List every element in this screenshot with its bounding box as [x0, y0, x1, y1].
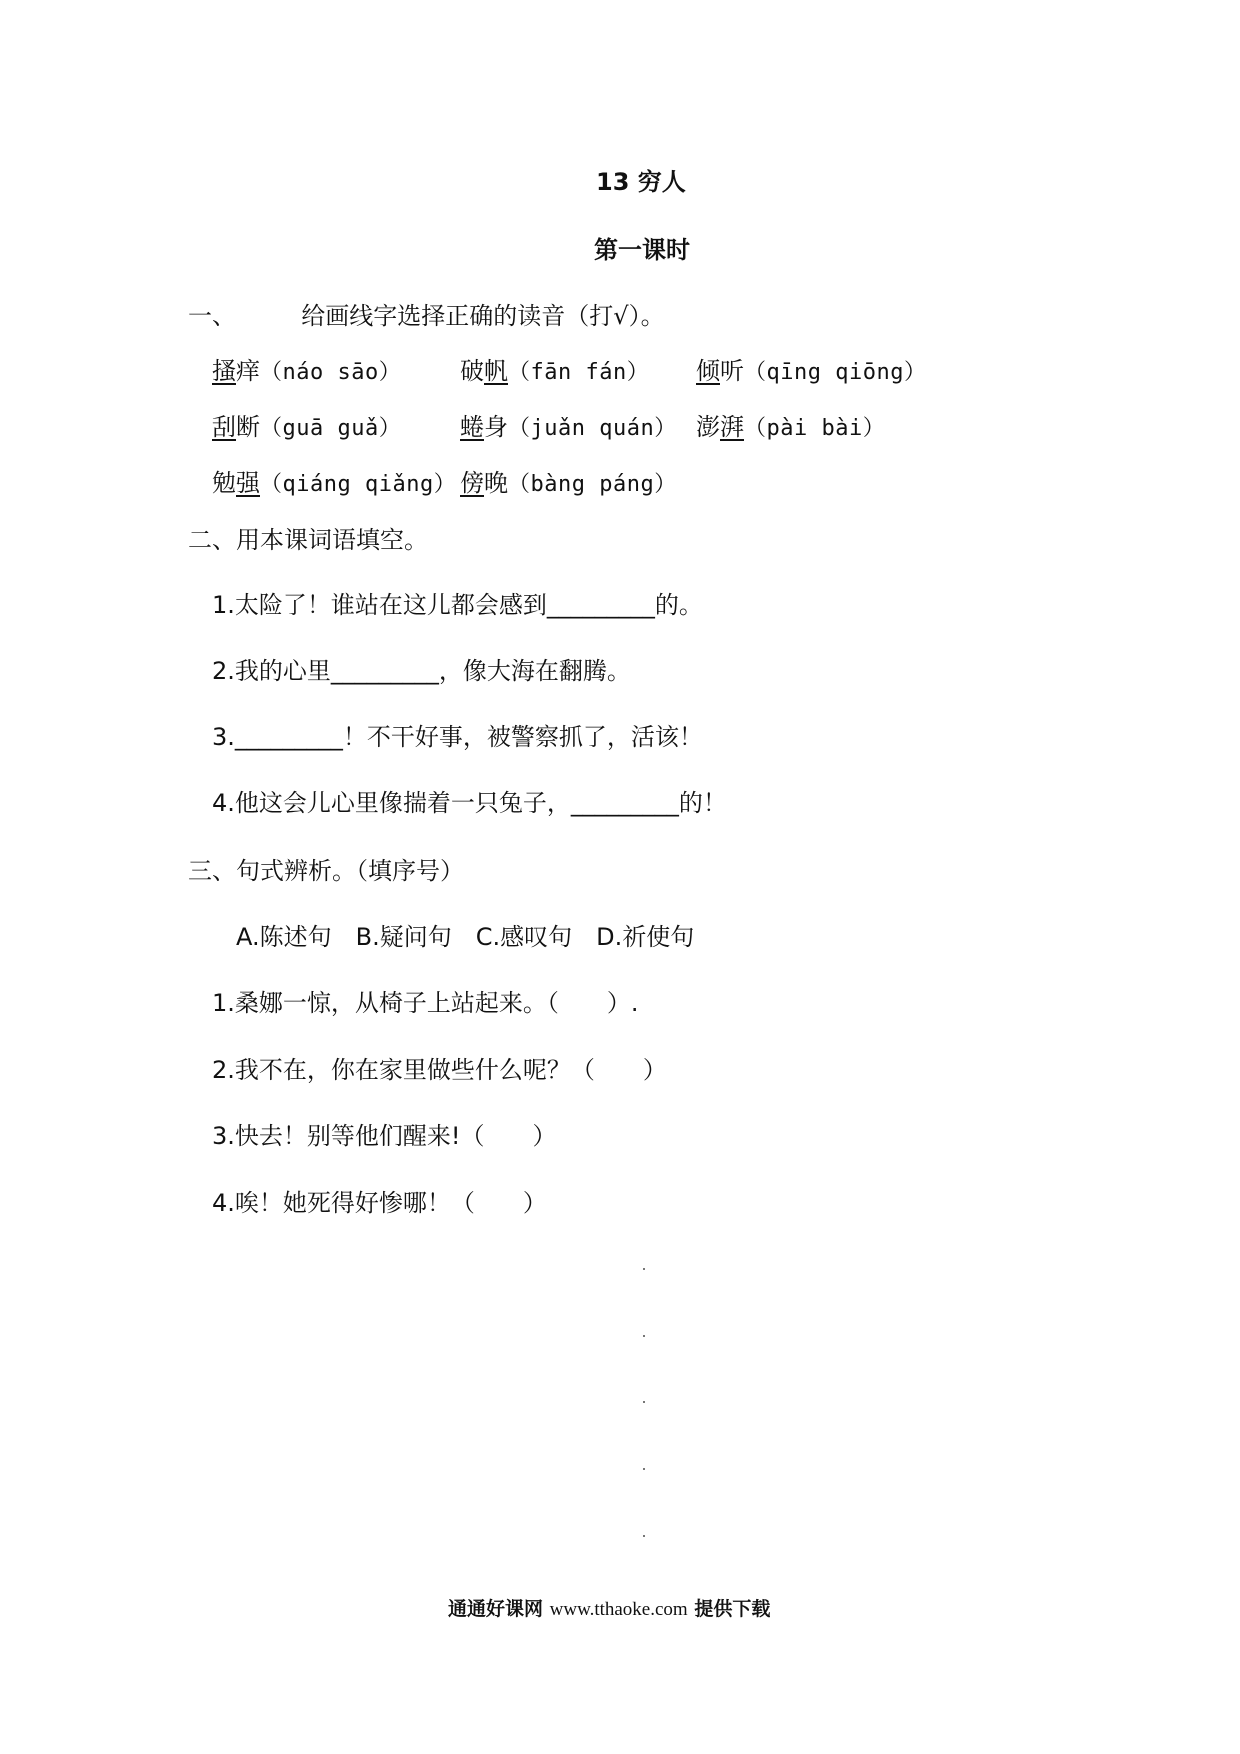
sentence-item: 2.我不在，你在家里做些什么呢？（ ） — [212, 1056, 667, 1084]
pinyin-item: 刮断（guā guǎ） — [212, 413, 402, 441]
scan-dot — [643, 1401, 645, 1403]
pinyin-options: （fān fán） — [508, 360, 650, 385]
pinyin-item: 澎湃（pài bài） — [696, 413, 886, 441]
pinyin-options: （qīng qiōng） — [744, 360, 927, 385]
pinyin-options: （juǎn quán） — [508, 416, 677, 441]
section1-instruction: 给画线字选择正确的读音（打√）。 — [301, 302, 665, 330]
pinyin-options: （guā guǎ） — [260, 416, 402, 441]
underlined-char: 刮 — [212, 413, 236, 441]
pinyin-item: 勉强（qiáng qiǎng） — [212, 469, 457, 497]
section1-number: 一、 — [188, 302, 236, 330]
fill-blank-item: 4.他这会儿心里像揣着一只兔子，_________的！ — [212, 789, 727, 817]
sentence-item: 1.桑娜一惊，从椅子上站起来。（ ）. — [212, 989, 639, 1017]
fill-blank-item: 3._________！不干好事，被警察抓了，活该！ — [212, 723, 703, 751]
scan-dot — [643, 1468, 645, 1470]
pinyin-item: 破帆（fān fán） — [460, 357, 650, 385]
pinyin-item: 蜷身（juǎn quán） — [460, 413, 677, 441]
page-title: 13 穷人 — [596, 168, 686, 196]
pinyin-item: 傍晚（bàng páng） — [460, 469, 677, 497]
pinyin-options: （qiáng qiǎng） — [260, 472, 457, 497]
sentence-type-options: A.陈述句 B.疑问句 C.感叹句 D.祈使句 — [236, 923, 695, 951]
pinyin-options: （bàng páng） — [508, 472, 677, 497]
footer-url[interactable]: www.tthaoke.com — [549, 1599, 688, 1620]
footer — [448, 1594, 770, 1621]
scan-dot — [643, 1535, 645, 1537]
sentence-item: 3.快去！别等他们醒来!（ ） — [212, 1122, 557, 1150]
pinyin-item: 搔痒（náo sāo） — [212, 357, 402, 385]
pinyin-options: （pài bài） — [744, 416, 886, 441]
scan-dot — [643, 1268, 645, 1270]
pinyin-options: （náo sāo） — [260, 360, 402, 385]
underlined-char: 倾 — [696, 357, 720, 385]
section1-heading — [188, 296, 665, 331]
fill-blank-item: 2.我的心里_________，像大海在翻腾。 — [212, 657, 631, 685]
underlined-char: 蜷 — [460, 413, 484, 441]
underlined-char: 湃 — [720, 413, 744, 441]
fill-blank-item: 1.太险了！谁站在这儿都会感到_________的。 — [212, 591, 703, 619]
pinyin-item: 倾听（qīng qiōng） — [696, 357, 927, 385]
sentence-item: 4.唉！她死得好惨哪！（ ） — [212, 1189, 547, 1217]
page-subtitle: 第一课时 — [594, 236, 690, 264]
underlined-char: 搔 — [212, 357, 236, 385]
section2-heading: 二、用本课词语填空。 — [188, 526, 428, 554]
section3-heading: 三、句式辨析。（填序号） — [188, 857, 464, 885]
underlined-char: 强 — [236, 469, 260, 497]
underlined-char: 傍 — [460, 469, 484, 497]
footer-site-name: 通通好课网 — [448, 1598, 544, 1620]
footer-suffix: 提供下载 — [694, 1598, 771, 1620]
underlined-char: 帆 — [484, 357, 508, 385]
scan-dot — [643, 1335, 645, 1337]
